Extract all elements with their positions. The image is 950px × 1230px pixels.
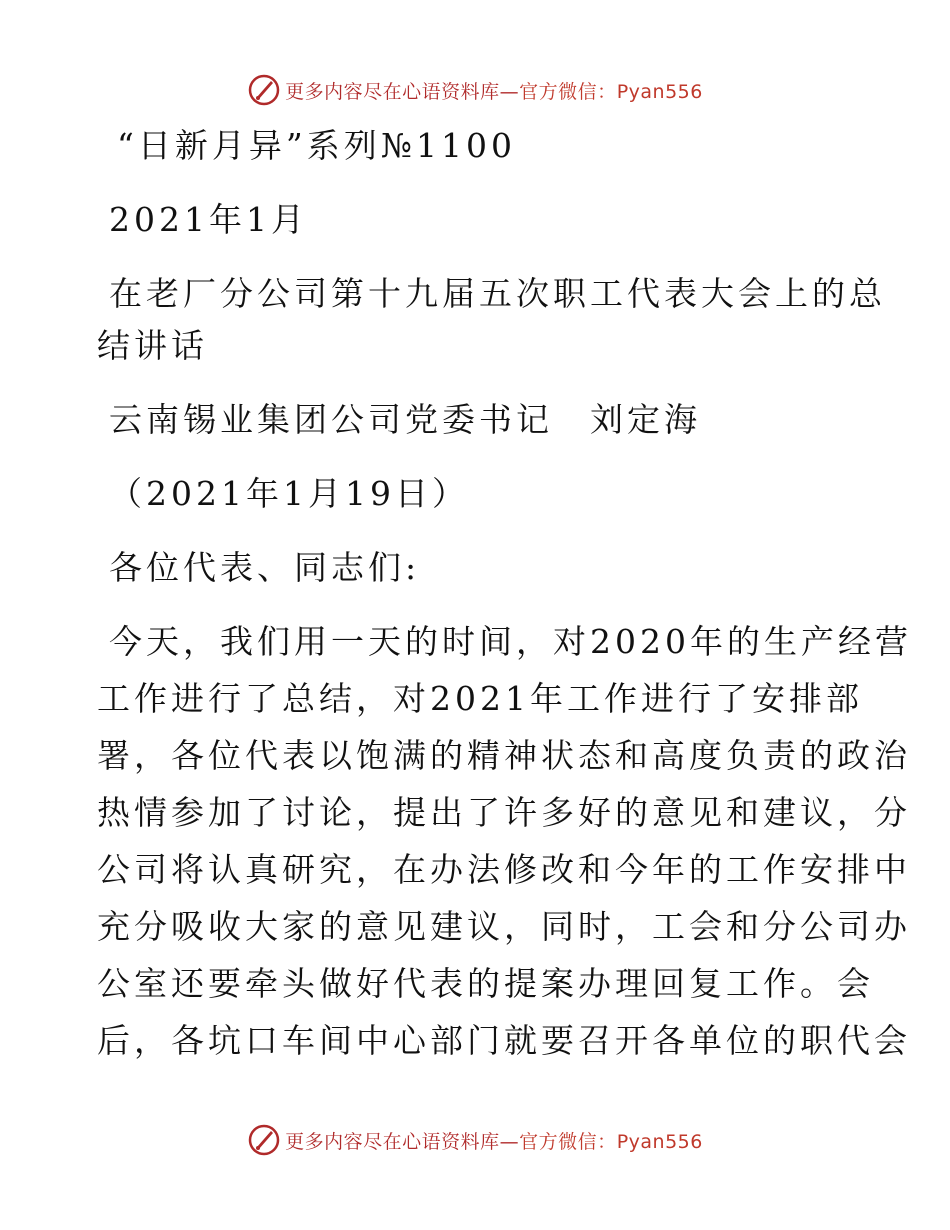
title-line-2: 结讲话 [97,326,208,365]
watermark-footer [0,1120,950,1160]
watermark-dash: — [499,1130,520,1153]
watermark-header [0,70,950,110]
body-line-2: 工作进行了总结，对2021年工作进行了安排部 [97,679,863,718]
quill-logo-icon [247,73,281,107]
watermark-label: 官方微信： [519,1130,617,1153]
document-body [97,120,912,1067]
title-line-1: 在老厂分公司第十九届五次职工代表大会上的总 [109,274,886,313]
body-line-8: 后，各坑口车间中心部门就要召开各单位的职代会 [97,1021,911,1060]
watermark-id: Pyan556 [616,1130,703,1153]
watermark-dash: — [499,80,520,103]
watermark-text [285,1127,703,1154]
watermark-text [285,77,703,104]
watermark-id: Pyan556 [616,80,703,103]
watermark-brand: 更多内容尽在心语资料库 [285,1130,500,1153]
body-line-7: 公室还要牵头做好代表的提案办理回复工作。会 [97,964,874,1003]
body-line-4: 热情参加了讨论，提出了许多好的意见和建议，分 [97,793,911,832]
body-line-5: 公司将认真研究，在办法修改和今年的工作安排中 [97,850,911,889]
quill-logo-icon [247,1123,281,1157]
series-line: “日新月异”系列№1100 [117,126,516,165]
body-line-1: 今天，我们用一天的时间，对2020年的生产经营 [109,622,912,661]
watermark-brand: 更多内容尽在心语资料库 [285,80,500,103]
body-line-3: 署，各位代表以饱满的精神状态和高度负责的政治 [97,736,911,775]
watermark-label: 官方微信： [519,80,617,103]
speech-date: （2021年1月19日） [109,474,469,513]
salutation: 各位代表、同志们: [109,548,421,587]
document-date: 2021年1月 [109,200,308,239]
author-line: 云南锡业集团公司党委书记 刘定海 [109,400,701,439]
body-line-6: 充分吸收大家的意见建议，同时，工会和分公司办 [97,907,911,946]
